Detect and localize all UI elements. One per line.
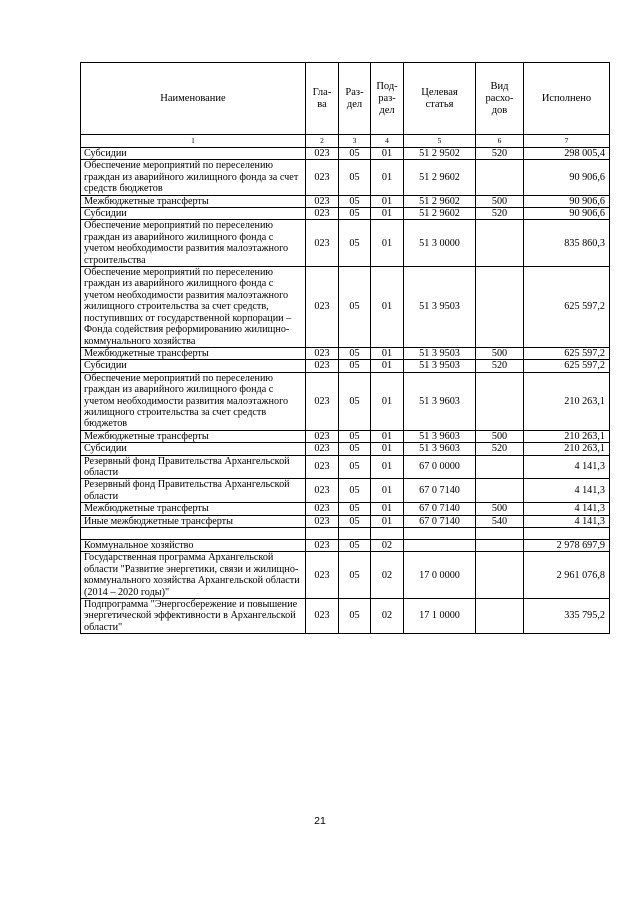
razdel-cell: 05 bbox=[339, 347, 371, 359]
podrazdel-cell: 01 bbox=[371, 479, 404, 503]
statya-cell: 51 3 9603 bbox=[404, 443, 476, 455]
table-row bbox=[81, 503, 610, 515]
header-cell: Вид расхо- дов bbox=[476, 63, 524, 135]
podrazdel-cell: 01 bbox=[371, 360, 404, 372]
razdel-cell: 05 bbox=[339, 515, 371, 527]
statya-cell: 51 3 9603 bbox=[404, 430, 476, 442]
razdel-cell: 05 bbox=[339, 552, 371, 599]
statya-cell: 51 2 9602 bbox=[404, 160, 476, 195]
vid-cell bbox=[476, 599, 524, 634]
glava-cell: 023 bbox=[306, 503, 339, 515]
name-cell: Межбюджетные трансферты bbox=[81, 195, 306, 207]
name-cell: Субсидии bbox=[81, 148, 306, 160]
table-row bbox=[81, 479, 610, 503]
glava-cell: 023 bbox=[306, 455, 339, 479]
glava-cell bbox=[306, 528, 339, 540]
page-number: 21 bbox=[314, 815, 326, 827]
razdel-cell: 05 bbox=[339, 430, 371, 442]
name-cell: Обеспечение мероприятий по переселению граждан из аварийного жилищного фонда за счет средств бюджетов bbox=[81, 160, 306, 195]
table-row bbox=[81, 347, 610, 359]
statya-cell: 67 0 7140 bbox=[404, 479, 476, 503]
glava-cell: 023 bbox=[306, 540, 339, 552]
amount-cell: 625 597,2 bbox=[524, 347, 610, 359]
glava-cell: 023 bbox=[306, 360, 339, 372]
name-cell: Обеспечение мероприятий по переселению граждан из аварийного жилищного фонда с учетом необходимости развития малоэтажного жилищного строительства за счет средств, поступивших от государственной корпорации – Фонда содействия реформированию жилищно-коммунального хозяйства bbox=[81, 267, 306, 348]
table-row bbox=[81, 220, 610, 267]
razdel-cell: 05 bbox=[339, 599, 371, 634]
vid-cell bbox=[476, 372, 524, 430]
amount-cell: 90 906,6 bbox=[524, 195, 610, 207]
header-cell: Раз- дел bbox=[339, 63, 371, 135]
amount-cell: 4 141,3 bbox=[524, 455, 610, 479]
vid-cell bbox=[476, 540, 524, 552]
statya-cell: 67 0 0000 bbox=[404, 455, 476, 479]
vid-cell bbox=[476, 528, 524, 540]
statya-cell: 17 1 0000 bbox=[404, 599, 476, 634]
razdel-cell: 05 bbox=[339, 208, 371, 220]
name-cell: Коммунальное хозяйство bbox=[81, 540, 306, 552]
statya-cell: 51 2 9502 bbox=[404, 148, 476, 160]
glava-cell: 023 bbox=[306, 479, 339, 503]
amount-cell: 90 906,6 bbox=[524, 208, 610, 220]
razdel-cell: 05 bbox=[339, 220, 371, 267]
statya-cell: 67 0 7140 bbox=[404, 515, 476, 527]
table-row bbox=[81, 540, 610, 552]
table-row bbox=[81, 599, 610, 634]
amount-cell: 835 860,3 bbox=[524, 220, 610, 267]
podrazdel-cell: 01 bbox=[371, 455, 404, 479]
razdel-cell: 05 bbox=[339, 540, 371, 552]
razdel-cell bbox=[339, 528, 371, 540]
table-row bbox=[81, 443, 610, 455]
name-cell: Межбюджетные трансферты bbox=[81, 347, 306, 359]
header-cell: Исполнено bbox=[524, 63, 610, 135]
podrazdel-cell: 01 bbox=[371, 208, 404, 220]
podrazdel-cell: 01 bbox=[371, 160, 404, 195]
name-cell: Государственная программа Архангельской области "Развитие энергетики, связи и жилищно-коммунального хозяйства Архангельской области (2014 – 2020 годы)" bbox=[81, 552, 306, 599]
table-row bbox=[81, 360, 610, 372]
podrazdel-cell: 02 bbox=[371, 540, 404, 552]
name-cell: Подпрограмма "Энергосбережение и повышение энергетической эффективности в Архангельской области" bbox=[81, 599, 306, 634]
header-cell: Наименование bbox=[81, 63, 306, 135]
razdel-cell: 05 bbox=[339, 360, 371, 372]
statya-cell: 51 3 9503 bbox=[404, 347, 476, 359]
amount-cell bbox=[524, 528, 610, 540]
podrazdel-cell: 01 bbox=[371, 195, 404, 207]
statya-cell: 17 0 0000 bbox=[404, 552, 476, 599]
column-number: 1 bbox=[81, 135, 306, 148]
amount-cell: 2 978 697,9 bbox=[524, 540, 610, 552]
vid-cell: 520 bbox=[476, 443, 524, 455]
table-row bbox=[81, 267, 610, 348]
amount-cell: 335 795,2 bbox=[524, 599, 610, 634]
vid-cell bbox=[476, 455, 524, 479]
statya-cell: 51 3 9603 bbox=[404, 372, 476, 430]
column-number: 7 bbox=[524, 135, 610, 148]
column-number: 2 bbox=[306, 135, 339, 148]
podrazdel-cell: 01 bbox=[371, 220, 404, 267]
amount-cell: 625 597,2 bbox=[524, 267, 610, 348]
table-body bbox=[81, 63, 610, 634]
name-cell: Межбюджетные трансферты bbox=[81, 503, 306, 515]
podrazdel-cell: 01 bbox=[371, 267, 404, 348]
vid-cell: 520 bbox=[476, 148, 524, 160]
statya-cell: 51 3 9503 bbox=[404, 267, 476, 348]
glava-cell: 023 bbox=[306, 267, 339, 348]
razdel-cell: 05 bbox=[339, 372, 371, 430]
amount-cell: 298 005,4 bbox=[524, 148, 610, 160]
table-row bbox=[81, 455, 610, 479]
table-row bbox=[81, 528, 610, 540]
name-cell bbox=[81, 528, 306, 540]
glava-cell: 023 bbox=[306, 208, 339, 220]
table-row bbox=[81, 148, 610, 160]
name-cell: Обеспечение мероприятий по переселению граждан из аварийного жилищного фонда с учетом необходимости развития малоэтажного жилищного строительства за счет средств бюджетов bbox=[81, 372, 306, 430]
statya-cell bbox=[404, 528, 476, 540]
column-number-row bbox=[81, 135, 610, 148]
glava-cell: 023 bbox=[306, 515, 339, 527]
header-cell: Под- раз- дел bbox=[371, 63, 404, 135]
column-number: 6 bbox=[476, 135, 524, 148]
table-row bbox=[81, 430, 610, 442]
razdel-cell: 05 bbox=[339, 160, 371, 195]
name-cell: Резервный фонд Правительства Архангельской области bbox=[81, 455, 306, 479]
podrazdel-cell: 01 bbox=[371, 430, 404, 442]
glava-cell: 023 bbox=[306, 372, 339, 430]
razdel-cell: 05 bbox=[339, 195, 371, 207]
statya-cell bbox=[404, 540, 476, 552]
amount-cell: 210 263,1 bbox=[524, 443, 610, 455]
glava-cell: 023 bbox=[306, 430, 339, 442]
podrazdel-cell: 02 bbox=[371, 599, 404, 634]
vid-cell bbox=[476, 160, 524, 195]
podrazdel-cell bbox=[371, 528, 404, 540]
table-row bbox=[81, 195, 610, 207]
podrazdel-cell: 01 bbox=[371, 515, 404, 527]
column-number: 5 bbox=[404, 135, 476, 148]
amount-cell: 2 961 076,8 bbox=[524, 552, 610, 599]
name-cell: Субсидии bbox=[81, 208, 306, 220]
podrazdel-cell: 01 bbox=[371, 347, 404, 359]
podrazdel-cell: 01 bbox=[371, 443, 404, 455]
name-cell: Обеспечение мероприятий по переселению граждан из аварийного жилищного фонда с учетом необходимости развития малоэтажного строительства bbox=[81, 220, 306, 267]
header-row bbox=[81, 63, 610, 135]
table-row bbox=[81, 160, 610, 195]
razdel-cell: 05 bbox=[339, 479, 371, 503]
amount-cell: 210 263,1 bbox=[524, 430, 610, 442]
vid-cell: 500 bbox=[476, 195, 524, 207]
table-row bbox=[81, 208, 610, 220]
vid-cell bbox=[476, 552, 524, 599]
column-number: 4 bbox=[371, 135, 404, 148]
name-cell: Резервный фонд Правительства Архангельской области bbox=[81, 479, 306, 503]
glava-cell: 023 bbox=[306, 160, 339, 195]
statya-cell: 67 0 7140 bbox=[404, 503, 476, 515]
vid-cell: 500 bbox=[476, 347, 524, 359]
vid-cell: 520 bbox=[476, 208, 524, 220]
column-number: 3 bbox=[339, 135, 371, 148]
budget-table bbox=[80, 62, 610, 634]
vid-cell: 520 bbox=[476, 360, 524, 372]
glava-cell: 023 bbox=[306, 195, 339, 207]
header-cell: Целевая статья bbox=[404, 63, 476, 135]
name-cell: Субсидии bbox=[81, 360, 306, 372]
amount-cell: 4 141,3 bbox=[524, 479, 610, 503]
table-row bbox=[81, 372, 610, 430]
statya-cell: 51 3 0000 bbox=[404, 220, 476, 267]
podrazdel-cell: 01 bbox=[371, 372, 404, 430]
razdel-cell: 05 bbox=[339, 455, 371, 479]
statya-cell: 51 3 9503 bbox=[404, 360, 476, 372]
table-row bbox=[81, 552, 610, 599]
glava-cell: 023 bbox=[306, 347, 339, 359]
amount-cell: 4 141,3 bbox=[524, 515, 610, 527]
glava-cell: 023 bbox=[306, 599, 339, 634]
razdel-cell: 05 bbox=[339, 148, 371, 160]
podrazdel-cell: 01 bbox=[371, 503, 404, 515]
razdel-cell: 05 bbox=[339, 503, 371, 515]
statya-cell: 51 2 9602 bbox=[404, 208, 476, 220]
amount-cell: 625 597,2 bbox=[524, 360, 610, 372]
amount-cell: 210 263,1 bbox=[524, 372, 610, 430]
glava-cell: 023 bbox=[306, 220, 339, 267]
table-row bbox=[81, 515, 610, 527]
name-cell: Межбюджетные трансферты bbox=[81, 430, 306, 442]
statya-cell: 51 2 9602 bbox=[404, 195, 476, 207]
vid-cell bbox=[476, 220, 524, 267]
header-cell: Гла- ва bbox=[306, 63, 339, 135]
vid-cell bbox=[476, 479, 524, 503]
glava-cell: 023 bbox=[306, 552, 339, 599]
razdel-cell: 05 bbox=[339, 443, 371, 455]
vid-cell: 540 bbox=[476, 515, 524, 527]
name-cell: Иные межбюджетные трансферты bbox=[81, 515, 306, 527]
podrazdel-cell: 01 bbox=[371, 148, 404, 160]
glava-cell: 023 bbox=[306, 443, 339, 455]
amount-cell: 4 141,3 bbox=[524, 503, 610, 515]
razdel-cell: 05 bbox=[339, 267, 371, 348]
name-cell: Субсидии bbox=[81, 443, 306, 455]
podrazdel-cell: 02 bbox=[371, 552, 404, 599]
vid-cell: 500 bbox=[476, 503, 524, 515]
vid-cell bbox=[476, 267, 524, 348]
glava-cell: 023 bbox=[306, 148, 339, 160]
vid-cell: 500 bbox=[476, 430, 524, 442]
amount-cell: 90 906,6 bbox=[524, 160, 610, 195]
